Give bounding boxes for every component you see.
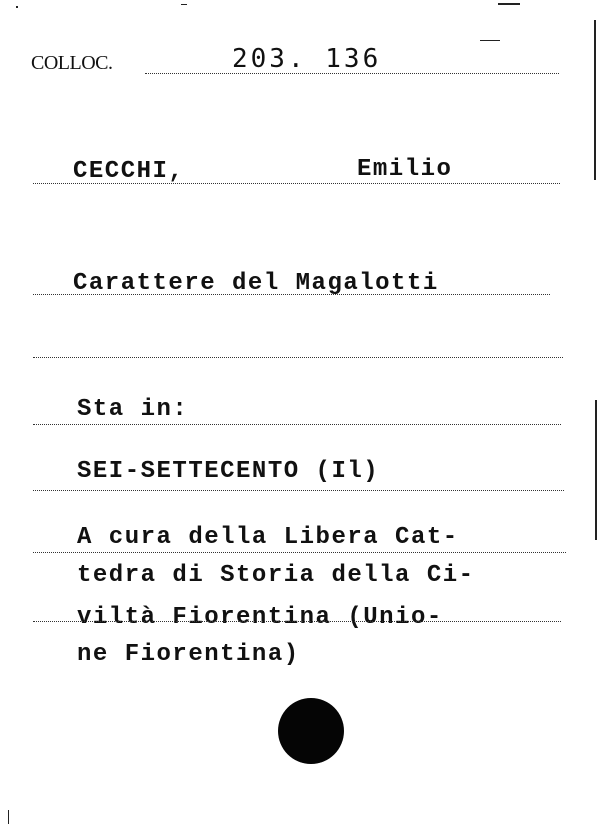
author-surname: CECCHI, — [73, 158, 185, 185]
colloc-label: COLLOC. — [31, 52, 113, 74]
note-line: tedra di Storia della Ci- — [77, 562, 475, 589]
scan-speck — [16, 6, 18, 8]
in-label: Sta in: — [77, 396, 189, 423]
shelfmark: 203. 136 — [232, 44, 382, 74]
host-rule — [33, 490, 564, 491]
note-rule-2 — [33, 621, 561, 622]
note-line: ne Fiorentina) — [77, 641, 300, 668]
note-line: viltà Fiorentina (Unio- — [77, 604, 443, 631]
host-title: SEI-SETTECENTO (Il) — [77, 458, 380, 485]
scan-speck — [480, 40, 500, 41]
scan-speck — [8, 810, 9, 824]
title-rule — [33, 294, 550, 295]
note-rule-1 — [33, 552, 566, 553]
author-given-name: Emilio — [357, 156, 453, 183]
note-line: A cura della Libera Cat- — [77, 524, 459, 551]
punch-hole — [278, 698, 344, 764]
scan-speck — [498, 3, 520, 5]
blank-rule — [33, 357, 563, 358]
scan-edge-mark — [594, 20, 596, 180]
scan-speck — [181, 4, 187, 5]
in-rule — [33, 424, 561, 425]
scan-edge-mark — [595, 400, 597, 540]
author-rule — [33, 183, 560, 184]
work-title: Carattere del Magalotti — [73, 270, 439, 297]
